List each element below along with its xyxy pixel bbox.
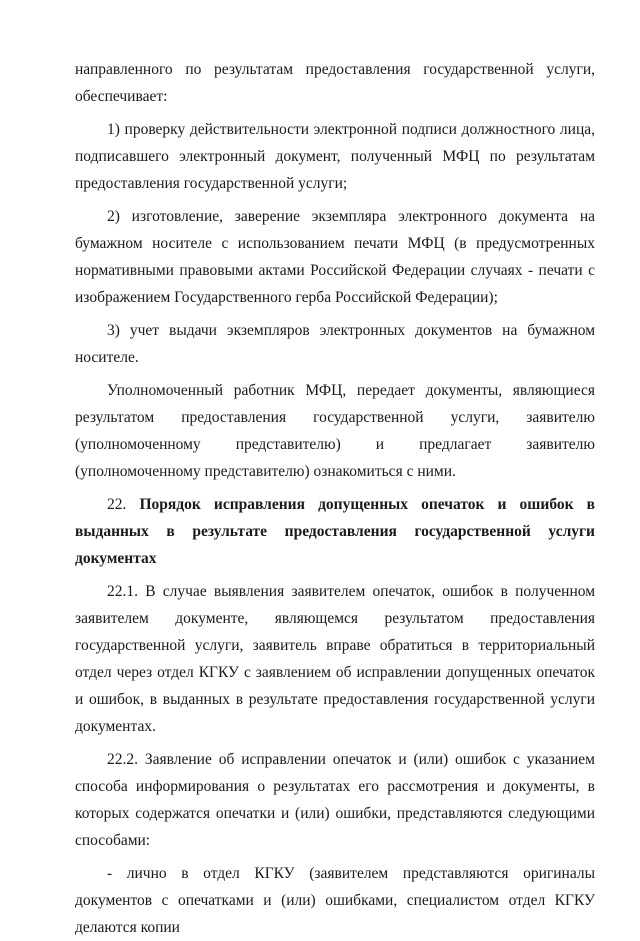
- paragraph-authorized-worker: Уполномоченный работник МФЦ, передает документы, являющиеся результатом предоставления государственной услуги, заявителю (уполномоченному представителю) и предлагает заявителю (уполномоченному представителю) ознакомиться с ними.: [75, 382, 595, 480]
- paragraph-item-2: 2) изготовление, заверение экземпляра электронного документа на бумажном носителе с использованием печати МФЦ (в предусмотренных нормативными правовыми актами Российской Федерации случаях - печати с изображением Государственного герба Российской Федерации);: [75, 208, 595, 306]
- paragraph-continuation: направленного по результатам предоставления государственной услуги, обеспечивает:: [75, 61, 595, 105]
- paragraph-in-person: - лично в отдел КГКУ (заявителем представляются оригиналы документов с опечатками и (или) ошибками, специалистом отдел КГКУ делаются копии: [75, 865, 595, 936]
- paragraph-item-3: 3) учет выдачи экземпляров электронных документов на бумажном носителе.: [75, 322, 595, 366]
- paragraph-22-1: 22.1. В случае выявления заявителем опечаток, ошибок в полученном заявителем документе, являющемся результатом предоставления государственной услуги, заявитель вправе обратиться в территориальный отдел через отдел КГКУ с заявлением об исправлении допущенных опечаток и ошибок, в выданных в результате предоставления государственной услуги документах.: [75, 583, 595, 735]
- section-heading-22: [75, 491, 595, 572]
- paragraph-22-2: 22.2. Заявление об исправлении опечаток и (или) ошибок с указанием способа информирования о результатах его рассмотрения и документы, в которых содержатся опечатки и (или) ошибки, представляются следующими способами:: [75, 751, 595, 849]
- paragraph-item-1: 1) проверку действительности электронной подписи должностного лица, подписавшего электронный документ, полученный МФЦ по результатам предоставления государственной услуги;: [75, 121, 595, 192]
- section-title: Порядок исправления допущенных опечаток и ошибок в выданных в результате предоставления государственной услуги документах: [75, 496, 595, 567]
- section-number: 22.: [107, 496, 140, 513]
- document-page: [75, 56, 595, 941]
